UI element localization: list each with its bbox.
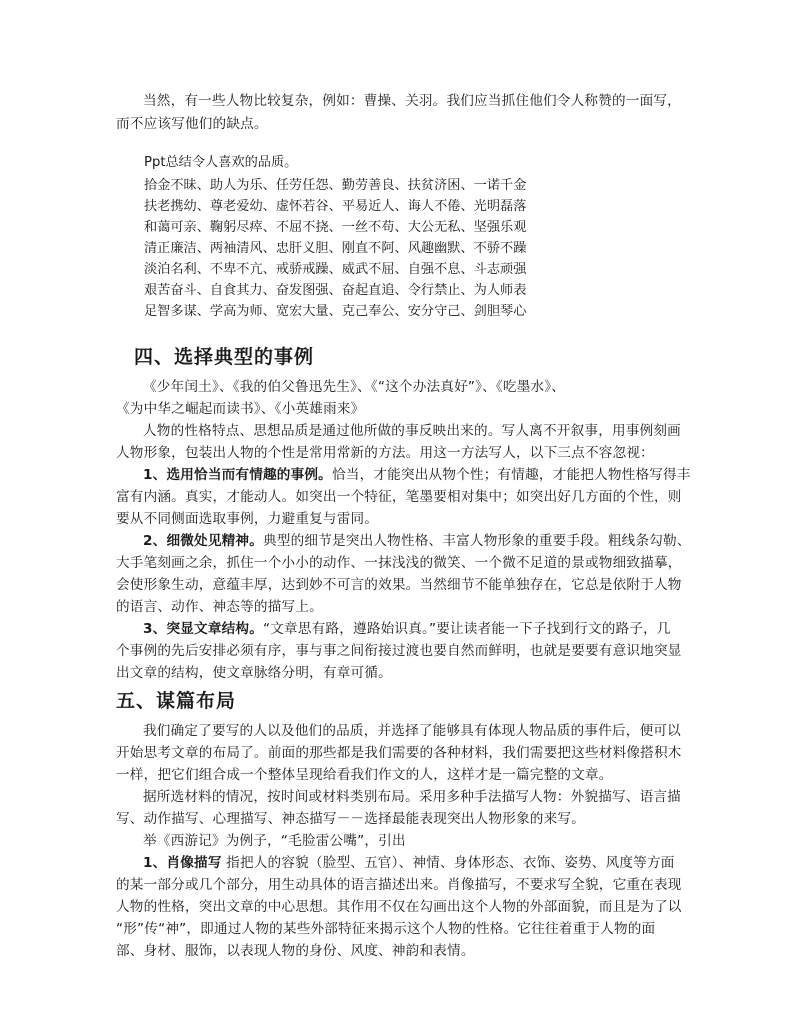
examples-line-2: 《为中华之崛起而读书》、《小英雄雨来》 [116, 401, 365, 417]
s5-paragraph-line: 开始思考文章的布局了。前面的那些都是我们需要的各种材料，我们需要把这些材料像搭积木 [116, 745, 682, 761]
s5-paragraph-line: 据所选材料的情况，按时间或材料类别布局。采用多种手法描写人物：外貌描写、语言描 [143, 789, 681, 805]
s4-item-2-line: 会使形象生动，意蕴丰厚，达到妙不可言的效果。当然细节不能单独存在，它总是依附于人物 [116, 577, 682, 593]
intro-line-1: 当然，有一些人物比较复杂，例如：曹操、关羽。我们应当抓住他们令人称赞的一面写， [143, 93, 681, 109]
section-5-heading: 五、谋篇布局 [116, 690, 237, 712]
qualities-row: 和蔼可亲、鞠躬尽瘁、不屈不挠、一丝不苟、大公无私、坚强乐观 [144, 220, 527, 235]
s4-item-1-line: 要从不同侧面选取事例，力避重复与雷同。 [116, 511, 379, 527]
s4-item-2-line: 的语言、动作、神态等的描写上。 [116, 599, 323, 615]
qualities-row: 清正廉洁、两袖清风、忠肝义胆、刚直不阿、风趣幽默、不骄不躁 [144, 241, 527, 256]
s4-item-2-line: 大手笔刻画之余，抓住一个小小的动作、一抹浅浅的微笑、一个微不足道的景或物细致描摹， [116, 555, 682, 571]
s5-paragraph-line: 写、动作描写、心理描写、神态描写－－选择最能表现突出人物形象的来写。 [116, 811, 585, 827]
s4-item-1-line: 富有内涵。真实，才能动人。如突出一个特征，笔墨要相对集中；如突出好几方面的个性，则 [116, 489, 682, 505]
qualities-title: Ppt总结令人喜欢的品质。 [144, 155, 298, 170]
s4-item-3-title: 3、突显文章结构。 [143, 621, 264, 637]
qualities-row: 扶老携幼、尊老爱幼、虚怀若谷、平易近人、诲人不倦、光明磊落 [144, 199, 527, 214]
s5-item-1-line: 部、身材、服饰，以表现人物的身份、风度、神韵和表情。 [116, 943, 475, 959]
s4-item-3-line: 3、突显文章结构。“文章思有路，遵路始识真。”要让读者能一下子找到行文的路子，几 [143, 621, 671, 637]
section-4-heading: 四、选择典型的事例 [134, 346, 315, 368]
qualities-row: 淡泊名利、不卑不亢、戒骄戒躁、威武不屈、自强不息、斗志顽强 [144, 262, 527, 277]
s5-paragraph-line: 举《西游记》为例子，“毛脸雷公嘴”，引出 [143, 833, 406, 849]
s5-paragraph-line: 一样，把它们组合成一个整体呈现给看我们作文的人，这样才是一篇完整的文章。 [116, 767, 613, 783]
s4-item-3-line: 出文章的结构，使文章脉络分明，有章可循。 [116, 665, 392, 681]
s4-item-1-title: 1、选用恰当而有情趣的事例。 [143, 467, 332, 483]
s5-item-1-line: 人物的性格，突出文章的中心思想。其作用不仅在勾画出这个人物的外部面貌，而且是为了以 [116, 899, 682, 915]
s5-item-1-title: 1、肖像描写 [143, 855, 222, 871]
examples-line-1: 《少年闰土》、《我的伯父鲁迅先生》、《“这个办法真好”》、《吃墨水》、 [143, 379, 566, 395]
s4-paragraph-line: 人物形象，包装出人物的个性是常用常新的方法。用这一方法写人，以下三点不容忽视： [116, 445, 654, 461]
s5-item-1-line: 的某一部分或几个部分，用生动具体的语言描述出来。肖像描写，不要求写全貌，它重在表现 [116, 877, 682, 893]
intro-line-2: 而不应该写他们的缺点。 [116, 116, 268, 132]
s4-item-1-line: 1、选用恰当而有情趣的事例。恰当，才能突出从物个性；有情趣，才能把人物性格写得丰 [143, 467, 691, 483]
qualities-row: 艰苦奋斗、自食其力、奋发图强、奋起直追、令行禁止、为人师表 [144, 283, 527, 298]
s5-item-1-line: “形”传“神”，即通过人物的某些外部特征来揭示这个人物的性格。它往往着重于人物的面 [116, 921, 656, 937]
s4-item-2-line: 2、细微处见精神。典型的细节是突出人物性格、丰富人物形象的重要手段。粗线条勾勒、 [143, 533, 691, 549]
s5-paragraph-line: 我们确定了要写的人以及他们的品质，并选择了能够具有体现人物品质的事件后，便可以 [143, 723, 681, 739]
qualities-row: 足智多谋、学高为师、宽宏大量、克己奉公、安分守己、剑胆琴心 [144, 304, 527, 319]
qualities-row: 拾金不昧、助人为乐、任劳任怨、勤劳善良、扶贫济困、一诺千金 [144, 178, 527, 193]
s5-item-1-line: 1、肖像描写 指把人的容貌（脸型、五官）、神情、身体形态、衣饰、姿势、风度等方面 [143, 855, 675, 871]
s4-item-2-title: 2、细微处见精神。 [143, 533, 264, 549]
s4-paragraph-line: 人物的性格特点、思想品质是通过他所做的事反映出来的。写人离不开叙事，用事例刻画 [143, 423, 681, 439]
s4-item-3-line: 个事例的先后安排必须有序，事与事之间衔接过渡也要自然而鲜明，也就是要要有意识地突显 [116, 643, 682, 659]
